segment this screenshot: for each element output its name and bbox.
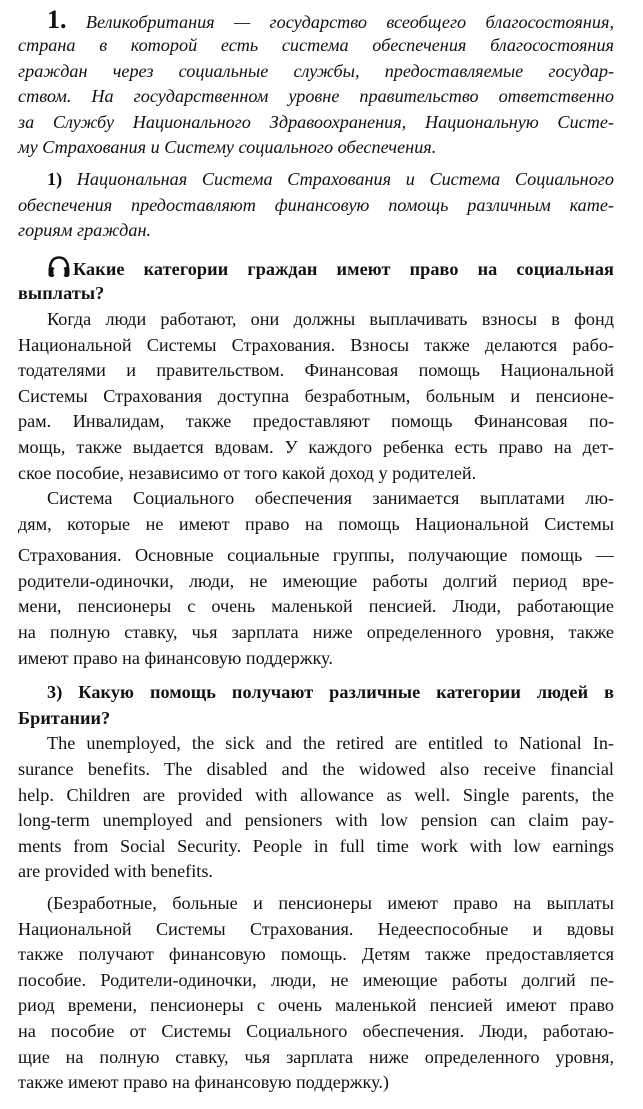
- text-line: выплаты?: [18, 283, 105, 304]
- text-line: Страхования. Основные социальные группы, получающие помощь —: [18, 545, 614, 566]
- text-line: тодателями и правительством. Финансовая помощь Национальной: [18, 360, 614, 381]
- text-span: Какие категории граждан имеют право на социальная: [73, 258, 614, 279]
- text-line: мощь, также выдается вдовам. У каждого ребенка есть право на дет-: [18, 436, 614, 457]
- text-line: ское пособие, независимо от того какой доход у родителей.: [18, 462, 477, 483]
- text-line: на пособие от Системы Социального обеспечения. Люди, работаю-: [18, 1020, 614, 1041]
- text-line: за Службу Национального Здравоохранения, Национальную Систе-: [18, 111, 614, 132]
- text-line: surance benefits. The disabled and the widowed also receive financial: [18, 759, 614, 780]
- text-line: пособие. Родители-одиночки, люди, не имеющие работы долгий пе-: [18, 969, 614, 990]
- text-line: родители-одиночки, люди, не имеющие работы долгий период вре-: [18, 570, 614, 591]
- text-line: ments from Social Security. People in full time work with low earnings: [18, 835, 614, 856]
- text-line: long-term unemployed and pensioners with low pension can claim pay-: [18, 810, 614, 831]
- paragraph-national-insurance: [18, 307, 614, 486]
- paragraph-social-security: [18, 486, 614, 671]
- text-line: граждан через социальные службы, предоставляемые государ-: [18, 60, 614, 81]
- text-line: Национальной Системы Страхования. Недееспособные и вдовы: [18, 918, 614, 939]
- text-span: Национальная Система Страхования и Система Социального: [76, 168, 614, 189]
- section-number: 1.: [47, 5, 67, 34]
- text-line: также получают финансовую помощь. Детям также предоставляется: [18, 944, 614, 965]
- text-line: щие на полную ставку, чья зарплата ниже определенного уровня,: [18, 1046, 614, 1067]
- text-line: Система Социального обеспечения занимается выплатами лю-: [47, 488, 614, 509]
- text-line: обеспечения предоставляют финансовую помощь различным кате-: [18, 194, 614, 215]
- point-1: [18, 167, 614, 244]
- text-line: риод времени, пенсионеры с очень маленькой пенсией имеют право: [18, 995, 614, 1016]
- text-line: Системы Страхования доступна безработным, больным и пенсионе-: [18, 385, 614, 406]
- question-heading-3: [18, 680, 614, 731]
- text-line: [18, 6, 614, 33]
- text-line: имеют право на финансовую поддержку.: [18, 647, 333, 668]
- text-line: [18, 167, 614, 193]
- text-line: are provided with benefits.: [18, 861, 213, 882]
- text-line: рам. Инвалидам, также предоставляют помощь Финансовая по-: [18, 411, 614, 432]
- question-heading-2: [18, 256, 614, 307]
- text-line: страна в которой есть система обеспечения благосостояния: [18, 35, 614, 55]
- text-line: Национальной Системы Страхования. Взносы также делаются рабо-: [18, 334, 614, 355]
- text-line: му Страхования и Систему социального обеспечения.: [18, 137, 437, 158]
- paragraph-russian-translation: [18, 891, 614, 1096]
- text-span: Великобритания — государство всеобщего благосостояния,: [85, 12, 614, 32]
- text-line: ством. На государственном уровне правительство ответственно: [18, 86, 614, 107]
- paragraph-english-answer: [18, 731, 614, 885]
- text-line: Когда люди работают, они должны выплачивать взносы в фонд: [47, 308, 614, 329]
- text-line: The unemployed, the sick and the retired are entitled to National In-: [47, 733, 614, 754]
- text-line: также имеют право на финансовую поддержку.): [18, 1072, 389, 1093]
- text-line: (Безработные, больные и пенсионеры имеют право на выплаты: [47, 893, 614, 913]
- text-line: help. Children are provided with allowance as well. Single parents, the: [18, 784, 614, 805]
- point-number: 1): [47, 168, 63, 189]
- text-line: 3) Какую помощь получают различные категории людей в: [47, 682, 614, 703]
- text-line: [18, 256, 614, 282]
- textbook-page: [18, 6, 614, 1096]
- text-line: дям, которые не имеют право на помощь Национальной Системы: [18, 513, 614, 534]
- section-1-intro: [18, 6, 614, 161]
- headphones-icon: [47, 256, 71, 278]
- text-line: на полную ставку, чья зарплата ниже определенного уровня, также: [18, 622, 614, 643]
- text-line: Британии?: [18, 707, 111, 728]
- text-line: мени, пенсионеры с очень маленькой пенсией. Люди, работающие: [18, 596, 614, 617]
- text-line: гориям граждан.: [18, 220, 152, 241]
